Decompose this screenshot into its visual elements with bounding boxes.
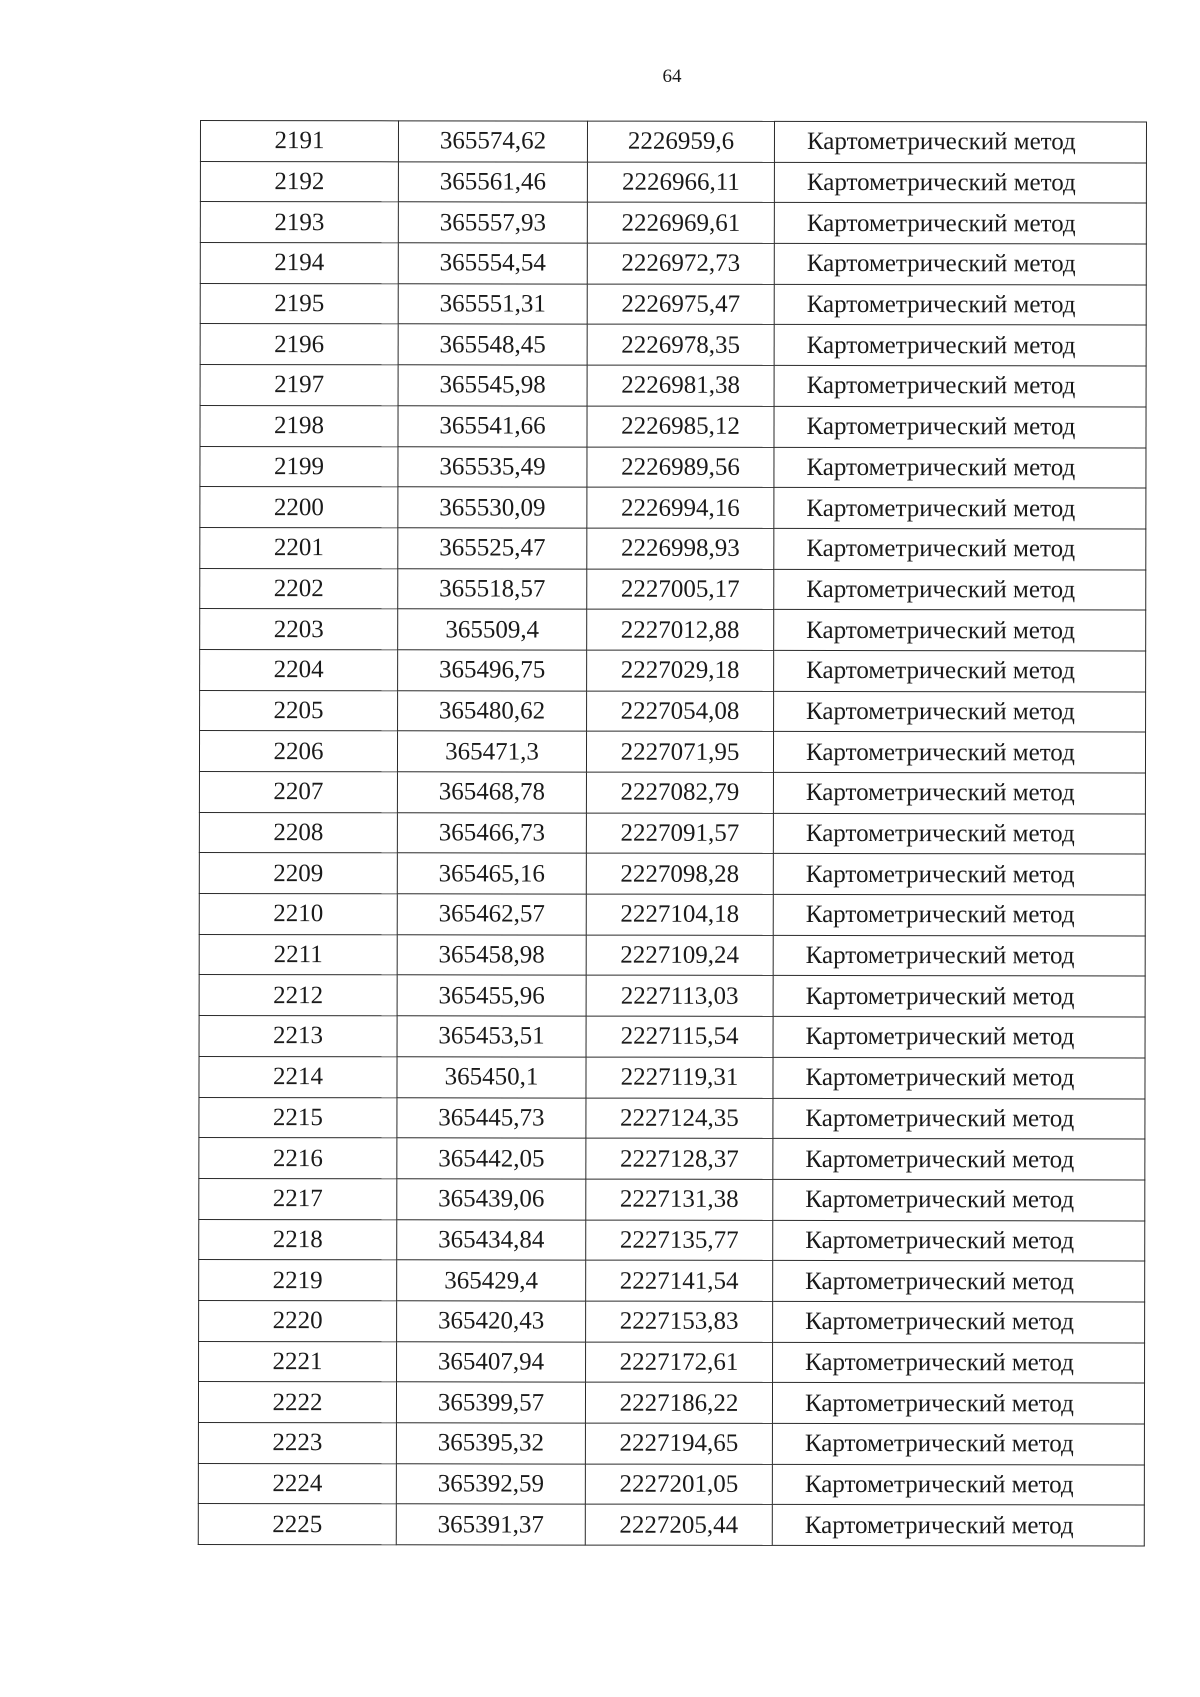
x-coordinate-cell: 365458,98 <box>397 935 586 976</box>
method-cell: Картометрический метод <box>774 284 1146 325</box>
point-number-cell: 2195 <box>200 283 398 324</box>
table-row <box>200 527 1146 569</box>
point-number-cell: 2199 <box>200 446 398 487</box>
point-number-cell: 2221 <box>199 1341 397 1382</box>
y-coordinate-cell: 2227029,18 <box>587 650 774 691</box>
method-cell: Картометрический метод <box>774 406 1146 447</box>
table-row <box>199 1097 1145 1139</box>
y-coordinate-cell: 2227124,35 <box>586 1098 773 1139</box>
point-number-cell: 2209 <box>199 853 397 894</box>
point-number-cell: 2202 <box>200 568 398 609</box>
method-cell: Картометрический метод <box>774 325 1146 366</box>
point-number-cell: 2207 <box>199 772 397 813</box>
point-number-cell: 2201 <box>200 527 398 568</box>
method-cell: Картометрический метод <box>773 772 1145 813</box>
y-coordinate-cell: 2227071,95 <box>586 731 773 772</box>
table-row <box>199 1260 1145 1302</box>
method-cell: Картометрический метод <box>773 854 1145 895</box>
page-number: 64 <box>662 66 682 87</box>
table-row <box>199 1138 1145 1180</box>
table-row <box>199 934 1145 976</box>
point-number-cell: 2196 <box>200 324 398 365</box>
point-number-cell: 2192 <box>200 161 398 202</box>
table-row <box>200 161 1146 203</box>
method-cell: Картометрический метод <box>772 1383 1144 1424</box>
point-number-cell: 2223 <box>198 1422 396 1463</box>
point-number-cell: 2220 <box>199 1300 397 1341</box>
y-coordinate-cell: 2227054,08 <box>587 691 774 732</box>
y-coordinate-cell: 2226966,11 <box>587 162 774 203</box>
method-cell: Картометрический метод <box>773 1139 1145 1180</box>
y-coordinate-cell: 2227141,54 <box>586 1260 773 1301</box>
table-row <box>200 690 1146 732</box>
y-coordinate-cell: 2227172,61 <box>586 1342 773 1383</box>
table-row <box>199 1219 1145 1261</box>
point-number-cell: 2213 <box>199 1016 397 1057</box>
point-number-cell: 2191 <box>200 121 398 162</box>
method-cell: Картометрический метод <box>774 243 1146 284</box>
x-coordinate-cell: 365496,75 <box>398 650 587 691</box>
y-coordinate-cell: 2227113,03 <box>586 976 773 1017</box>
y-coordinate-cell: 2227153,83 <box>586 1301 773 1342</box>
y-coordinate-cell: 2226981,38 <box>587 365 774 406</box>
table-row <box>199 975 1145 1017</box>
method-cell: Картометрический метод <box>773 1342 1145 1383</box>
y-coordinate-cell: 2227012,88 <box>587 609 774 650</box>
x-coordinate-cell: 365466,73 <box>397 812 586 853</box>
table-row <box>199 853 1145 895</box>
x-coordinate-cell: 365429,4 <box>397 1260 586 1301</box>
x-coordinate-cell: 365399,57 <box>396 1382 585 1423</box>
method-cell: Картометрический метод <box>773 732 1145 773</box>
x-coordinate-cell: 365548,45 <box>398 324 587 365</box>
x-coordinate-cell: 365545,98 <box>398 365 587 406</box>
x-coordinate-cell: 365471,3 <box>397 731 586 772</box>
table-row <box>199 894 1145 936</box>
y-coordinate-cell: 2227005,17 <box>587 569 774 610</box>
x-coordinate-cell: 365551,31 <box>398 284 587 325</box>
method-cell: Картометрический метод <box>774 610 1146 651</box>
x-coordinate-cell: 365392,59 <box>396 1463 585 1504</box>
point-number-cell: 2216 <box>199 1138 397 1179</box>
method-cell: Картометрический метод <box>774 691 1146 732</box>
point-number-cell: 2215 <box>199 1097 397 1138</box>
table-row <box>198 1422 1144 1464</box>
x-coordinate-cell: 365434,84 <box>397 1219 586 1260</box>
point-number-cell: 2219 <box>199 1260 397 1301</box>
table-row <box>198 1382 1144 1424</box>
method-cell: Картометрический метод <box>773 1057 1145 1098</box>
table-row <box>199 772 1145 814</box>
method-cell: Картометрический метод <box>772 1464 1144 1505</box>
method-cell: Картометрический метод <box>773 1220 1145 1261</box>
table-row <box>200 121 1146 163</box>
x-coordinate-cell: 365530,09 <box>398 487 587 528</box>
method-cell: Картометрический метод <box>774 528 1146 569</box>
x-coordinate-cell: 365420,43 <box>397 1301 586 1342</box>
y-coordinate-cell: 2227082,79 <box>586 772 773 813</box>
y-coordinate-cell: 2227115,54 <box>586 1016 773 1057</box>
y-coordinate-cell: 2227131,38 <box>586 1179 773 1220</box>
table-row <box>199 731 1145 773</box>
table-row <box>200 568 1146 610</box>
point-number-cell: 2198 <box>200 405 398 446</box>
method-cell: Картометрический метод <box>773 976 1145 1017</box>
x-coordinate-cell: 365391,37 <box>396 1504 585 1545</box>
table-row <box>200 243 1146 285</box>
method-cell: Картометрический метод <box>773 894 1145 935</box>
table-row <box>200 365 1146 407</box>
x-coordinate-cell: 365541,66 <box>398 406 587 447</box>
y-coordinate-cell: 2226989,56 <box>587 447 774 488</box>
method-cell: Картометрический метод <box>773 1098 1145 1139</box>
point-number-cell: 2205 <box>200 690 398 731</box>
table-row <box>200 609 1146 651</box>
y-coordinate-cell: 2227109,24 <box>586 935 773 976</box>
y-coordinate-cell: 2226969,61 <box>587 202 774 243</box>
point-number-cell: 2214 <box>199 1056 397 1097</box>
point-number-cell: 2212 <box>199 975 397 1016</box>
table-row <box>199 812 1145 854</box>
point-number-cell: 2203 <box>200 609 398 650</box>
y-coordinate-cell: 2226978,35 <box>587 325 774 366</box>
method-cell: Картометрический метод <box>774 488 1146 529</box>
y-coordinate-cell: 2227201,05 <box>585 1464 772 1505</box>
method-cell: Картометрический метод <box>774 203 1146 244</box>
x-coordinate-cell: 365455,96 <box>397 975 586 1016</box>
table-row <box>199 1016 1145 1058</box>
y-coordinate-cell: 2226998,93 <box>587 528 774 569</box>
point-number-cell: 2224 <box>198 1463 396 1504</box>
x-coordinate-cell: 365462,57 <box>397 894 586 935</box>
method-cell: Картометрический метод <box>772 1505 1144 1546</box>
y-coordinate-cell: 2226959,6 <box>587 121 774 162</box>
table-row <box>199 1178 1145 1220</box>
y-coordinate-cell: 2226985,12 <box>587 406 774 447</box>
method-cell: Картометрический метод <box>774 162 1146 203</box>
y-coordinate-cell: 2227205,44 <box>585 1504 772 1545</box>
x-coordinate-cell: 365450,1 <box>397 1057 586 1098</box>
table-row <box>200 405 1146 447</box>
y-coordinate-cell: 2227104,18 <box>586 894 773 935</box>
method-cell: Картометрический метод <box>774 121 1146 162</box>
y-coordinate-cell: 2227119,31 <box>586 1057 773 1098</box>
method-cell: Картометрический метод <box>773 1261 1145 1302</box>
point-number-cell: 2204 <box>200 649 398 690</box>
method-cell: Картометрический метод <box>773 813 1145 854</box>
point-number-cell: 2200 <box>200 487 398 528</box>
y-coordinate-cell: 2227194,65 <box>585 1423 772 1464</box>
table-row <box>200 446 1146 488</box>
point-number-cell: 2206 <box>199 731 397 772</box>
x-coordinate-cell: 365480,62 <box>398 690 587 731</box>
point-number-cell: 2225 <box>198 1504 396 1545</box>
y-coordinate-cell: 2226972,73 <box>587 243 774 284</box>
table-row <box>199 1300 1145 1342</box>
x-coordinate-cell: 365535,49 <box>398 446 587 487</box>
y-coordinate-cell: 2227091,57 <box>586 813 773 854</box>
x-coordinate-cell: 365554,54 <box>398 243 587 284</box>
x-coordinate-cell: 365509,4 <box>398 609 587 650</box>
x-coordinate-cell: 365445,73 <box>397 1097 586 1138</box>
y-coordinate-cell: 2227098,28 <box>586 853 773 894</box>
method-cell: Картометрический метод <box>774 650 1146 691</box>
method-cell: Картометрический метод <box>773 935 1145 976</box>
x-coordinate-cell: 365468,78 <box>397 772 586 813</box>
method-cell: Картометрический метод <box>774 569 1146 610</box>
y-coordinate-cell: 2227128,37 <box>586 1138 773 1179</box>
x-coordinate-cell: 365574,62 <box>398 121 587 162</box>
x-coordinate-cell: 365557,93 <box>398 202 587 243</box>
method-cell: Картометрический метод <box>773 1017 1145 1058</box>
point-number-cell: 2208 <box>199 812 397 853</box>
method-cell: Картометрический метод <box>774 366 1146 407</box>
table-row <box>199 1056 1145 1098</box>
x-coordinate-cell: 365561,46 <box>398 161 587 202</box>
table-row <box>200 324 1146 366</box>
y-coordinate-cell: 2227186,22 <box>585 1382 772 1423</box>
point-number-cell: 2210 <box>199 894 397 935</box>
method-cell: Картометрический метод <box>773 1179 1145 1220</box>
y-coordinate-cell: 2227135,77 <box>586 1220 773 1261</box>
table-row <box>200 283 1146 325</box>
x-coordinate-cell: 365525,47 <box>398 528 587 569</box>
table-row <box>199 1341 1145 1383</box>
table-row <box>200 649 1146 691</box>
table-row <box>200 202 1146 244</box>
point-number-cell: 2211 <box>199 934 397 975</box>
x-coordinate-cell: 365518,57 <box>398 568 587 609</box>
x-coordinate-cell: 365407,94 <box>397 1341 586 1382</box>
y-coordinate-cell: 2226975,47 <box>587 284 774 325</box>
x-coordinate-cell: 365439,06 <box>397 1179 586 1220</box>
point-number-cell: 2222 <box>198 1382 396 1423</box>
coordinates-table <box>198 120 1147 1547</box>
table-row <box>198 1504 1144 1546</box>
table-row <box>200 487 1146 529</box>
point-number-cell: 2197 <box>200 365 398 406</box>
point-number-cell: 2193 <box>200 202 398 243</box>
point-number-cell: 2194 <box>200 243 398 284</box>
table-row <box>198 1463 1144 1505</box>
x-coordinate-cell: 365453,51 <box>397 1016 586 1057</box>
method-cell: Картометрический метод <box>773 1301 1145 1342</box>
point-number-cell: 2217 <box>199 1178 397 1219</box>
x-coordinate-cell: 365465,16 <box>397 853 586 894</box>
x-coordinate-cell: 365395,32 <box>396 1423 585 1464</box>
method-cell: Картометрический метод <box>774 447 1146 488</box>
coordinates-table-body <box>198 121 1146 1547</box>
y-coordinate-cell: 2226994,16 <box>587 487 774 528</box>
method-cell: Картометрический метод <box>772 1423 1144 1464</box>
x-coordinate-cell: 365442,05 <box>397 1138 586 1179</box>
point-number-cell: 2218 <box>199 1219 397 1260</box>
